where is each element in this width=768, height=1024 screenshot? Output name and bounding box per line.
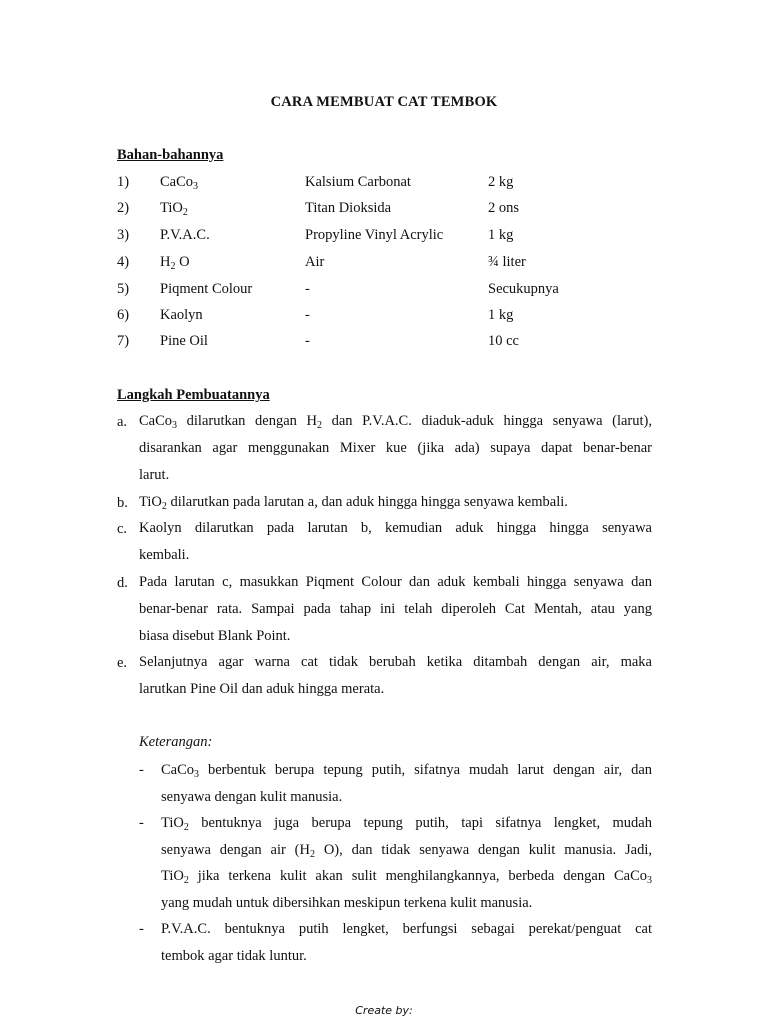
material-row	[117, 307, 657, 327]
material-number: 1)	[117, 174, 130, 190]
formula-subscript: 2	[182, 207, 188, 218]
step-label: c.	[117, 521, 128, 537]
step-text	[139, 408, 652, 488]
material-quantity: 10 cc	[488, 333, 519, 349]
note-dash: -	[139, 921, 144, 937]
text-fragment: senyawa dengan air (	[161, 841, 300, 858]
step-label: d.	[117, 575, 128, 591]
material-formula	[160, 200, 188, 217]
text-line: kembali.	[139, 546, 190, 563]
material-abbreviation: Pine Oil	[160, 333, 208, 349]
note-dash: -	[139, 815, 144, 831]
formula-subscript: 2	[309, 848, 315, 860]
formula-base: TiO	[161, 815, 184, 831]
material-number: 3)	[117, 227, 130, 243]
text-fragment: berbentuk berupa tepung putih, sifatnya mudah larut dengan air, dan	[199, 762, 652, 778]
formula-base: O	[314, 841, 335, 858]
material-row	[117, 254, 657, 274]
formula-base: CaCo	[161, 762, 195, 778]
text-line: Kaolyn dilarutkan pada larutan b, kemudian aduk hingga hingga senyawa	[139, 520, 652, 536]
formula-subscript: 2	[170, 261, 176, 272]
material-name: -	[305, 307, 310, 323]
text-fragment: dan P.V.A.C. diaduk-aduk hingga senyawa (larut),	[322, 413, 652, 429]
material-row	[117, 333, 657, 353]
material-quantity: 2 ons	[488, 200, 520, 216]
material-name: -	[305, 333, 310, 349]
note-dash: -	[139, 762, 144, 778]
material-abbreviation: Piqment Colour	[160, 281, 253, 297]
material-quantity: 1 kg	[488, 307, 514, 323]
text-line: P.V.A.C. bentuknya putih lengket, berfungsi sebagai perekat/penguat cat	[161, 921, 652, 937]
text-fragment: dilarutkan dengan	[177, 413, 307, 429]
formula-subscript: 3	[647, 875, 652, 886]
material-formula	[160, 174, 198, 191]
material-quantity: 2 kg	[488, 174, 514, 190]
text-fragment: bentuknya juga berupa tepung putih, tapi sifatnya lengket, mudah	[188, 815, 652, 831]
material-abbreviation: P.V.A.C.	[160, 227, 210, 243]
material-name: Kalsium Carbonat	[305, 174, 411, 190]
material-row	[117, 281, 657, 301]
text-fragment: dilarutkan pada larutan a, dan aduk hingga hingga senyawa kembali.	[166, 494, 568, 510]
step-text	[139, 489, 652, 516]
text-line: tembok agar tidak luntur.	[161, 947, 307, 964]
material-row	[117, 200, 657, 220]
material-number: 5)	[117, 281, 130, 297]
text-line: benar-benar rata. Sampai pada tahap ini telah diperoleh Cat Mentah, atau yang	[139, 600, 652, 617]
text-line: senyawa dengan kulit manusia.	[161, 788, 343, 805]
text-line	[139, 489, 652, 516]
formula-base: H	[299, 841, 310, 858]
material-number: 6)	[117, 307, 130, 323]
formula-base: TiO	[160, 200, 183, 216]
material-name: Titan Dioksida	[305, 200, 392, 216]
material-quantity: ¾ liter	[488, 254, 526, 270]
formula-base: CaCo	[160, 174, 194, 190]
formula-base: O	[175, 254, 190, 270]
formula-base: TiO	[161, 868, 184, 884]
material-name: Propyline Vinyl Acrylic	[305, 227, 444, 243]
material-row	[117, 227, 657, 247]
formula-subscript: 3	[194, 769, 200, 780]
text-line: larutkan Pine Oil dan aduk hingga merata.	[139, 680, 385, 697]
text-fragment: ), dan tidak senyawa dengan kulit manusia. Jadi,	[334, 841, 652, 858]
formula-subscript: 2	[317, 420, 322, 431]
text-line: disarankan agar menggunakan Mixer kue (jika ada) supaya dapat benar-benar	[139, 439, 652, 456]
step-label: b.	[117, 495, 128, 511]
formula-base: H	[160, 254, 171, 270]
material-quantity: Secukupnya	[488, 281, 559, 297]
text-line: biasa disebut Blank Point.	[139, 627, 291, 644]
material-formula	[160, 254, 190, 271]
formula-base: CaCo	[613, 868, 647, 884]
text-line	[139, 408, 652, 435]
notes-title: Keterangan:	[139, 734, 213, 750]
material-quantity: 1 kg	[488, 227, 514, 243]
text-line	[161, 863, 652, 890]
page-title: CARA MEMBUAT CAT TEMBOK	[270, 94, 498, 110]
step-text	[139, 649, 652, 703]
formula-subscript: 2	[183, 875, 189, 886]
formula-subscript: 2	[161, 501, 167, 512]
formula-base: H	[306, 413, 317, 429]
formula-subscript: 3	[193, 181, 199, 192]
note-text	[161, 757, 652, 810]
formula-subscript: 3	[172, 420, 178, 431]
text-line: Pada larutan c, masukkan Piqment Colour dan aduk kembali hingga senyawa dan	[139, 574, 652, 590]
steps-heading: Langkah Pembuatannya	[117, 387, 270, 403]
formula-base: TiO	[139, 494, 162, 510]
text-line: Selanjutnya agar warna cat tidak berubah ketika ditambah dengan air, maka	[139, 654, 652, 670]
step-label: a.	[117, 414, 128, 430]
material-name: -	[305, 281, 310, 297]
note-text	[161, 810, 652, 916]
formula-base: CaCo	[139, 413, 173, 429]
material-number: 2)	[117, 200, 130, 216]
step-label: e.	[117, 655, 128, 671]
text-line	[161, 810, 652, 837]
materials-heading: Bahan-bahannya	[117, 147, 224, 163]
text-line	[161, 757, 652, 784]
step-text	[139, 515, 652, 569]
text-fragment: jika terkena kulit akan sulit menghilangkannya, berbeda dengan	[188, 868, 614, 884]
formula-subscript: 2	[183, 822, 189, 833]
material-number: 4)	[117, 254, 130, 270]
text-line: yang mudah untuk dibersihkan meskipun terkena kulit manusia.	[161, 894, 533, 911]
text-line	[161, 837, 652, 864]
text-line: larut.	[139, 466, 170, 483]
step-text	[139, 569, 652, 649]
material-abbreviation: Kaolyn	[160, 307, 203, 323]
material-number: 7)	[117, 333, 130, 349]
footer-credit: Create by:	[355, 1004, 413, 1017]
material-name: Air	[305, 254, 325, 270]
note-text	[161, 916, 652, 969]
material-row	[117, 174, 657, 194]
